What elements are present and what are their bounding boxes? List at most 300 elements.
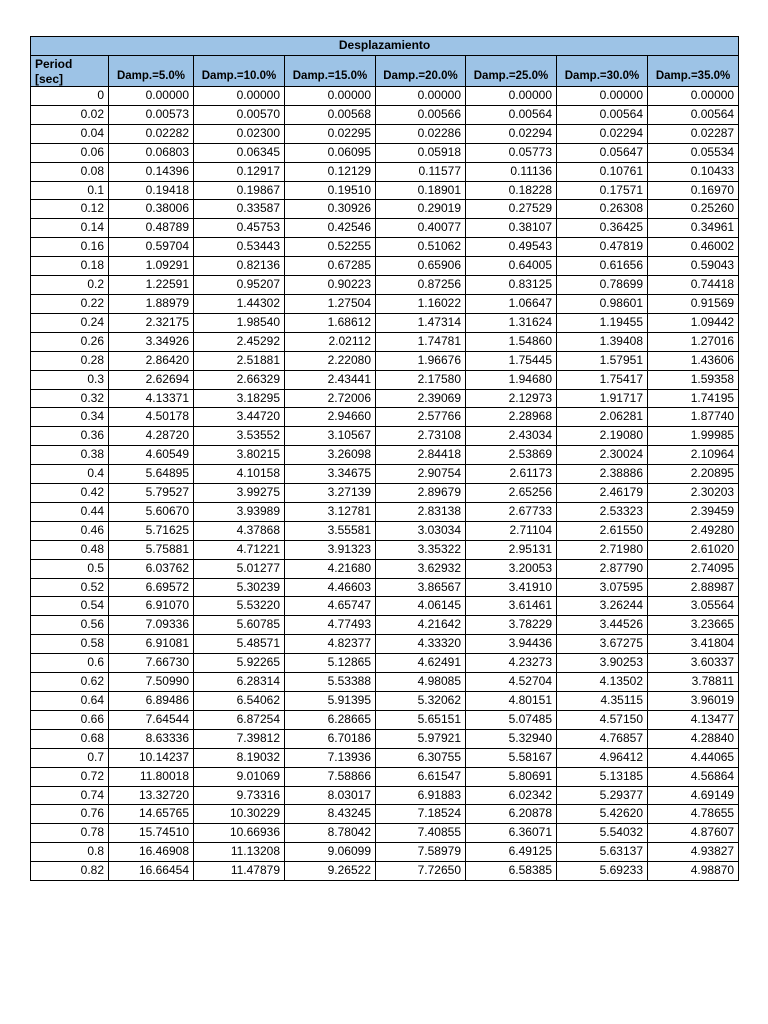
table-title: Desplazamiento (31, 37, 739, 56)
displacement-cell: 6.28314 (194, 673, 285, 692)
displacement-cell: 8.43245 (285, 805, 376, 824)
displacement-cell: 8.03017 (285, 786, 376, 805)
displacement-cell: 0.95207 (194, 276, 285, 295)
period-cell: 0.24 (31, 313, 109, 332)
displacement-cell: 3.91323 (285, 540, 376, 559)
damping-header: Damp.=15.0% (285, 56, 376, 87)
displacement-cell: 4.28840 (648, 729, 739, 748)
displacement-cell: 1.74195 (648, 389, 739, 408)
displacement-cell: 4.37868 (194, 521, 285, 540)
displacement-cell: 10.14237 (109, 748, 194, 767)
displacement-cell: 0.49543 (466, 238, 557, 257)
displacement-cell: 4.13502 (557, 673, 648, 692)
displacement-cell: 0.11136 (466, 162, 557, 181)
displacement-cell: 0.29019 (376, 200, 466, 219)
displacement-cell: 0.00000 (194, 87, 285, 106)
displacement-cell: 0.02300 (194, 124, 285, 143)
displacement-cell: 4.28720 (109, 427, 194, 446)
period-cell: 0.16 (31, 238, 109, 257)
period-cell: 0.3 (31, 370, 109, 389)
displacement-cell: 5.32062 (376, 692, 466, 711)
displacement-cell: 4.69149 (648, 786, 739, 805)
period-cell: 0 (31, 87, 109, 106)
displacement-cell: 2.12973 (466, 389, 557, 408)
displacement-cell: 2.39459 (648, 502, 739, 521)
displacement-cell: 1.09442 (648, 313, 739, 332)
displacement-cell: 0.42546 (285, 219, 376, 238)
displacement-cell: 4.82377 (285, 635, 376, 654)
displacement-cell: 3.78229 (466, 616, 557, 635)
displacement-cell: 2.06281 (557, 408, 648, 427)
displacement-cell: 0.34961 (648, 219, 739, 238)
displacement-cell: 3.27139 (285, 484, 376, 503)
displacement-cell: 1.75417 (557, 370, 648, 389)
displacement-cell: 3.90253 (557, 654, 648, 673)
table-row (31, 238, 739, 257)
displacement-cell: 0.00573 (109, 105, 194, 124)
displacement-cell: 6.36071 (466, 824, 557, 843)
displacement-cell: 5.01277 (194, 559, 285, 578)
displacement-cell: 10.66936 (194, 824, 285, 843)
period-cell: 0.04 (31, 124, 109, 143)
displacement-cell: 6.49125 (466, 843, 557, 862)
displacement-cell: 13.32720 (109, 786, 194, 805)
displacement-cell: 0.59704 (109, 238, 194, 257)
displacement-cell: 3.07595 (557, 578, 648, 597)
displacement-cell: 6.28665 (285, 710, 376, 729)
displacement-cell: 5.53388 (285, 673, 376, 692)
displacement-cell: 1.27016 (648, 332, 739, 351)
table-row (31, 502, 739, 521)
displacement-cell: 7.39812 (194, 729, 285, 748)
displacement-cell: 8.63336 (109, 729, 194, 748)
damping-header: Damp.=25.0% (466, 56, 557, 87)
displacement-cell: 6.69572 (109, 578, 194, 597)
displacement-cell: 2.95131 (466, 540, 557, 559)
displacement-cell: 5.64895 (109, 465, 194, 484)
displacement-cell: 7.18524 (376, 805, 466, 824)
displacement-cell: 3.61461 (466, 597, 557, 616)
table-row (31, 370, 739, 389)
displacement-cell: 5.53220 (194, 597, 285, 616)
displacement-cell: 5.13185 (557, 767, 648, 786)
table-row (31, 748, 739, 767)
displacement-cell: 5.42620 (557, 805, 648, 824)
displacement-cell: 7.66730 (109, 654, 194, 673)
table-row (31, 351, 739, 370)
displacement-cell: 3.18295 (194, 389, 285, 408)
period-cell: 0.1 (31, 181, 109, 200)
displacement-cell: 10.30229 (194, 805, 285, 824)
displacement-cell: 4.98870 (648, 862, 739, 881)
displacement-cell: 0.06095 (285, 143, 376, 162)
displacement-cell: 11.47879 (194, 862, 285, 881)
displacement-cell: 5.29377 (557, 786, 648, 805)
period-header-label: Period (35, 57, 73, 71)
table-row (31, 729, 739, 748)
damping-header: Damp.=35.0% (648, 56, 739, 87)
displacement-cell: 0.00564 (466, 105, 557, 124)
displacement-cell: 5.48571 (194, 635, 285, 654)
displacement-cell: 0.36425 (557, 219, 648, 238)
displacement-cell: 3.44526 (557, 616, 648, 635)
period-header (31, 56, 109, 87)
displacement-cell: 3.34675 (285, 465, 376, 484)
displacement-cell: 1.16022 (376, 294, 466, 313)
displacement-cell: 0.00000 (648, 87, 739, 106)
displacement-cell: 2.86420 (109, 351, 194, 370)
displacement-cell: 0.12917 (194, 162, 285, 181)
displacement-cell: 2.39069 (376, 389, 466, 408)
table-row (31, 427, 739, 446)
displacement-cell: 6.91883 (376, 786, 466, 805)
period-cell: 0.5 (31, 559, 109, 578)
period-cell: 0.06 (31, 143, 109, 162)
displacement-cell: 4.23273 (466, 654, 557, 673)
displacement-cell: 2.19080 (557, 427, 648, 446)
period-cell: 0.48 (31, 540, 109, 559)
displacement-cell: 0.02294 (466, 124, 557, 143)
displacement-cell: 3.93989 (194, 502, 285, 521)
displacement-cell: 1.94680 (466, 370, 557, 389)
table-row (31, 484, 739, 503)
displacement-cell: 5.75881 (109, 540, 194, 559)
displacement-cell: 0.06803 (109, 143, 194, 162)
displacement-cell: 0.26308 (557, 200, 648, 219)
displacement-cell: 2.62694 (109, 370, 194, 389)
displacement-cell: 4.60549 (109, 446, 194, 465)
displacement-cell: 4.44065 (648, 748, 739, 767)
displacement-cell: 0.19418 (109, 181, 194, 200)
displacement-cell: 2.74095 (648, 559, 739, 578)
table-row (31, 276, 739, 295)
table-row (31, 87, 739, 106)
displacement-cell: 1.75445 (466, 351, 557, 370)
displacement-cell: 6.87254 (194, 710, 285, 729)
title-row (31, 37, 739, 56)
displacement-cell: 0.45753 (194, 219, 285, 238)
displacement-cell: 0.78699 (557, 276, 648, 295)
table-row (31, 257, 739, 276)
displacement-cell: 6.61547 (376, 767, 466, 786)
displacement-cell: 4.21642 (376, 616, 466, 635)
displacement-cell: 8.19032 (194, 748, 285, 767)
displacement-cell: 2.57766 (376, 408, 466, 427)
displacement-cell: 0.00000 (466, 87, 557, 106)
displacement-cell: 7.58866 (285, 767, 376, 786)
period-cell: 0.42 (31, 484, 109, 503)
displacement-cell: 0.65906 (376, 257, 466, 276)
displacement-cell: 0.10433 (648, 162, 739, 181)
displacement-cell: 0.19867 (194, 181, 285, 200)
period-cell: 0.6 (31, 654, 109, 673)
displacement-cell: 2.02112 (285, 332, 376, 351)
displacement-cell: 0.90223 (285, 276, 376, 295)
displacement-cell: 4.33320 (376, 635, 466, 654)
displacement-cell: 3.03034 (376, 521, 466, 540)
displacement-cell: 0.02286 (376, 124, 466, 143)
displacement-cell: 0.87256 (376, 276, 466, 295)
period-cell: 0.78 (31, 824, 109, 843)
displacement-cell: 2.46179 (557, 484, 648, 503)
displacement-cell: 0.74418 (648, 276, 739, 295)
table-row (31, 824, 739, 843)
displacement-cell: 2.38886 (557, 465, 648, 484)
displacement-cell: 4.52704 (466, 673, 557, 692)
displacement-cell: 2.88987 (648, 578, 739, 597)
table-row (31, 181, 739, 200)
period-cell: 0.12 (31, 200, 109, 219)
table-row (31, 389, 739, 408)
table-row (31, 219, 739, 238)
table-row (31, 408, 739, 427)
displacement-cell: 0.82136 (194, 257, 285, 276)
damping-header: Damp.=5.0% (109, 56, 194, 87)
displacement-cell: 0.40077 (376, 219, 466, 238)
table-row (31, 597, 739, 616)
displacement-cell: 1.19455 (557, 313, 648, 332)
displacement-cell: 4.87607 (648, 824, 739, 843)
displacement-cell: 1.44302 (194, 294, 285, 313)
displacement-cell: 0.61656 (557, 257, 648, 276)
displacement-cell: 0.30926 (285, 200, 376, 219)
displacement-cell: 5.60670 (109, 502, 194, 521)
displacement-cell: 5.65151 (376, 710, 466, 729)
table-row (31, 673, 739, 692)
displacement-cell: 1.22591 (109, 276, 194, 295)
displacement-cell: 0.18228 (466, 181, 557, 200)
table-row (31, 465, 739, 484)
displacement-cell: 2.71980 (557, 540, 648, 559)
displacement-cell: 4.71221 (194, 540, 285, 559)
table-row (31, 124, 739, 143)
displacement-cell: 2.43441 (285, 370, 376, 389)
displacement-cell: 1.27504 (285, 294, 376, 313)
displacement-cell: 5.07485 (466, 710, 557, 729)
displacement-cell: 4.93827 (648, 843, 739, 862)
displacement-cell: 5.30239 (194, 578, 285, 597)
displacement-cell: 1.87740 (648, 408, 739, 427)
displacement-cell: 9.01069 (194, 767, 285, 786)
displacement-cell: 1.39408 (557, 332, 648, 351)
displacement-cell: 2.53869 (466, 446, 557, 465)
displacement-cell: 2.61020 (648, 540, 739, 559)
table-row (31, 843, 739, 862)
displacement-cell: 5.32940 (466, 729, 557, 748)
displacement-cell: 0.48789 (109, 219, 194, 238)
displacement-cell: 3.12781 (285, 502, 376, 521)
displacement-cell: 0.05773 (466, 143, 557, 162)
displacement-cell: 0.53443 (194, 238, 285, 257)
displacement-cell: 3.55581 (285, 521, 376, 540)
displacement-cell: 6.02342 (466, 786, 557, 805)
displacement-cell: 5.54032 (557, 824, 648, 843)
displacement-cell: 5.79527 (109, 484, 194, 503)
displacement-cell: 1.88979 (109, 294, 194, 313)
displacement-cell: 8.78042 (285, 824, 376, 843)
displacement-cell: 3.05564 (648, 597, 739, 616)
displacement-cell: 15.74510 (109, 824, 194, 843)
displacement-cell: 2.22080 (285, 351, 376, 370)
displacement-cell: 0.51062 (376, 238, 466, 257)
table-row (31, 313, 739, 332)
displacement-cell: 9.06099 (285, 843, 376, 862)
period-cell: 0.46 (31, 521, 109, 540)
displacement-cell: 3.20053 (466, 559, 557, 578)
displacement-cell: 0.14396 (109, 162, 194, 181)
displacement-cell: 11.13208 (194, 843, 285, 862)
displacement-cell: 2.84418 (376, 446, 466, 465)
period-cell: 0.2 (31, 276, 109, 295)
displacement-cell: 0.10761 (557, 162, 648, 181)
displacement-cell: 3.67275 (557, 635, 648, 654)
table-row (31, 654, 739, 673)
period-cell: 0.54 (31, 597, 109, 616)
displacement-cell: 0.47819 (557, 238, 648, 257)
displacement-cell: 6.58385 (466, 862, 557, 881)
displacement-cell: 2.65256 (466, 484, 557, 503)
displacement-cell: 3.86567 (376, 578, 466, 597)
displacement-cell: 4.98085 (376, 673, 466, 692)
displacement-cell: 5.97921 (376, 729, 466, 748)
displacement-cell: 4.56864 (648, 767, 739, 786)
displacement-cell: 5.60785 (194, 616, 285, 635)
displacement-cell: 0.00570 (194, 105, 285, 124)
table-row (31, 143, 739, 162)
displacement-cell: 3.35322 (376, 540, 466, 559)
displacement-cell: 2.61550 (557, 521, 648, 540)
table-row (31, 578, 739, 597)
displacement-cell: 2.67733 (466, 502, 557, 521)
displacement-cell: 1.99985 (648, 427, 739, 446)
period-cell: 0.66 (31, 710, 109, 729)
displacement-cell: 0.33587 (194, 200, 285, 219)
displacement-cell: 0.11577 (376, 162, 466, 181)
period-cell: 0.72 (31, 767, 109, 786)
displacement-cell: 0.00000 (376, 87, 466, 106)
table-row (31, 540, 739, 559)
table-row (31, 521, 739, 540)
table-row (31, 767, 739, 786)
displacement-cell: 3.53552 (194, 427, 285, 446)
displacement-cell: 9.73316 (194, 786, 285, 805)
displacement-cell: 7.50990 (109, 673, 194, 692)
displacement-cell: 2.53323 (557, 502, 648, 521)
displacement-cell: 2.89679 (376, 484, 466, 503)
displacement-cell: 0.16970 (648, 181, 739, 200)
period-cell: 0.36 (31, 427, 109, 446)
displacement-cell: 3.94436 (466, 635, 557, 654)
displacement-cell: 2.20895 (648, 465, 739, 484)
displacement-cell: 3.44720 (194, 408, 285, 427)
displacement-cell: 2.73108 (376, 427, 466, 446)
period-cell: 0.14 (31, 219, 109, 238)
displacement-cell: 4.65747 (285, 597, 376, 616)
displacement-cell: 2.17580 (376, 370, 466, 389)
damping-header: Damp.=20.0% (376, 56, 466, 87)
period-cell: 0.28 (31, 351, 109, 370)
table-row (31, 294, 739, 313)
period-header-unit: [sec] (35, 71, 64, 86)
displacement-cell: 0.98601 (557, 294, 648, 313)
displacement-cell: 5.69233 (557, 862, 648, 881)
displacement-cell: 4.21680 (285, 559, 376, 578)
displacement-cell: 2.51881 (194, 351, 285, 370)
displacement-cell: 2.32175 (109, 313, 194, 332)
displacement-cell: 0.18901 (376, 181, 466, 200)
period-cell: 0.18 (31, 257, 109, 276)
displacement-cell: 0.02282 (109, 124, 194, 143)
displacement-cell: 2.10964 (648, 446, 739, 465)
column-header-row (31, 56, 739, 87)
displacement-cell: 0.17571 (557, 181, 648, 200)
displacement-cell: 3.41910 (466, 578, 557, 597)
displacement-cell: 2.43034 (466, 427, 557, 446)
displacement-cell: 0.64005 (466, 257, 557, 276)
displacement-cell: 4.76857 (557, 729, 648, 748)
displacement-cell: 3.41804 (648, 635, 739, 654)
period-cell: 0.64 (31, 692, 109, 711)
displacement-cell: 0.00566 (376, 105, 466, 124)
displacement-cell: 5.12865 (285, 654, 376, 673)
displacement-cell: 7.64544 (109, 710, 194, 729)
displacement-cell: 6.54062 (194, 692, 285, 711)
displacement-cell: 2.94660 (285, 408, 376, 427)
displacement-cell: 4.62491 (376, 654, 466, 673)
period-cell: 0.22 (31, 294, 109, 313)
displacement-cell: 4.80151 (466, 692, 557, 711)
period-cell: 0.08 (31, 162, 109, 181)
displacement-cell: 4.13477 (648, 710, 739, 729)
period-cell: 0.38 (31, 446, 109, 465)
period-cell: 0.34 (31, 408, 109, 427)
displacement-cell: 1.43606 (648, 351, 739, 370)
table-row (31, 105, 739, 124)
displacement-cell: 1.98540 (194, 313, 285, 332)
displacement-cell: 2.30024 (557, 446, 648, 465)
period-cell: 0.62 (31, 673, 109, 692)
displacement-cell: 5.58167 (466, 748, 557, 767)
displacement-cell: 3.26098 (285, 446, 376, 465)
displacement-cell: 0.06345 (194, 143, 285, 162)
displacement-cell: 6.91081 (109, 635, 194, 654)
displacement-cell: 1.54860 (466, 332, 557, 351)
displacement-cell: 2.72006 (285, 389, 376, 408)
table-row (31, 616, 739, 635)
displacement-cell: 3.80215 (194, 446, 285, 465)
displacement-cell: 2.61173 (466, 465, 557, 484)
displacement-cell: 7.09336 (109, 616, 194, 635)
displacement-cell: 0.12129 (285, 162, 376, 181)
displacement-cell: 4.78655 (648, 805, 739, 824)
displacement-cell: 2.66329 (194, 370, 285, 389)
table-row (31, 446, 739, 465)
displacement-cell: 5.92265 (194, 654, 285, 673)
displacement-cell: 0.38006 (109, 200, 194, 219)
table-row (31, 635, 739, 654)
displacement-cell: 16.46908 (109, 843, 194, 862)
displacement-cell: 7.40855 (376, 824, 466, 843)
displacement-cell: 4.06145 (376, 597, 466, 616)
displacement-cell: 0.05918 (376, 143, 466, 162)
displacement-cell: 1.68612 (285, 313, 376, 332)
displacement-cell: 7.72650 (376, 862, 466, 881)
displacement-cell: 6.20878 (466, 805, 557, 824)
period-cell: 0.76 (31, 805, 109, 824)
displacement-cell: 11.80018 (109, 767, 194, 786)
damping-header: Damp.=30.0% (557, 56, 648, 87)
damping-header: Damp.=10.0% (194, 56, 285, 87)
